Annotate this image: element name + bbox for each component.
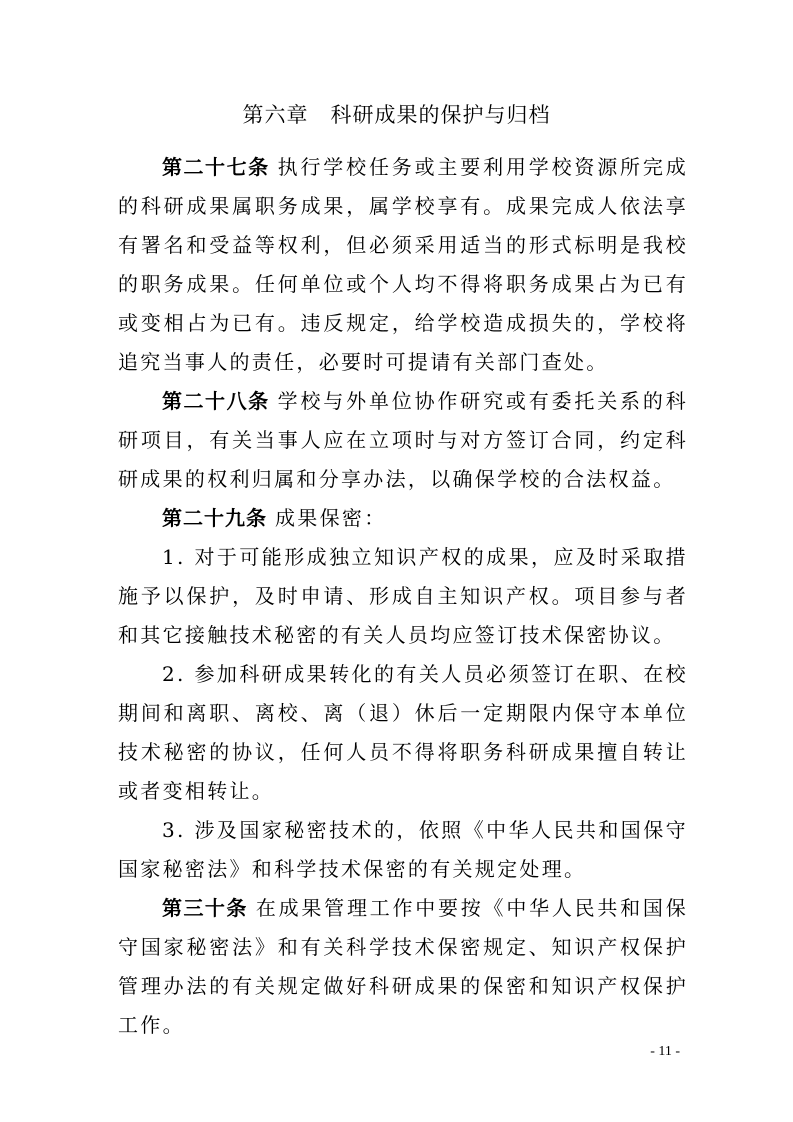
article-label: 第三十条 [162,896,248,920]
document-body [118,148,688,1045]
clause-2 [118,655,688,811]
clause-text: 2. 参加科研成果转化的有关人员必须签订在职、在校期间和离职、离校、离（退）休后一定期限内保守本单位技术秘密的协议，任何人员不得将职务科研成果擅自转让或者变相转让。 [118,662,688,803]
article-28 [118,382,688,499]
article-label: 第二十八条 [162,389,270,413]
article-30 [118,889,688,1045]
clause-3 [118,811,688,889]
clause-text: 1. 对于可能形成独立知识产权的成果，应及时采取措施予以保护，及时申请、形成自主知识产权。项目参与者和其它接触技术秘密的有关人员均应签订技术保密协议。 [118,545,688,647]
article-text: 学校与外单位协作研究或有委托关系的科研项目，有关当事人应在立项时与对方签订合同，约定科研成果的权利归属和分享办法，以确保学校的合法权益。 [118,389,688,491]
article-label: 第二十九条 [162,506,267,530]
article-text: 成果保密： [275,506,387,530]
article-27 [118,148,688,382]
article-29 [118,499,688,538]
article-label: 第二十七条 [162,155,270,179]
clause-1 [118,538,688,655]
article-text: 在成果管理工作中要按《中华人民共和国保守国家秘密法》和有关科学技术保密规定、知识产权保护管理办法的有关规定做好科研成果的保密和知识产权保护工作。 [118,896,688,1037]
article-text: 执行学校任务或主要利用学校资源所完成的科研成果属职务成果，属学校享有。成果完成人依法享有署名和受益等权利，但必须采用适当的形式标明是我校的职务成果。任何单位或个人均不得将职务成果占为已有或变相占为已有。违反规定，给学校造成损失的，学校将追究当事人的责任，必要时可提请有关部门查处。 [118,155,688,374]
chapter-title: 第六章 科研成果的保护与归档 [242,103,551,127]
page-number: - 11 - [650,1044,680,1059]
clause-text: 3. 涉及国家秘密技术的，依照《中华人民共和国保守国家秘密法》和科学技术保密的有关规定处理。 [118,818,688,881]
